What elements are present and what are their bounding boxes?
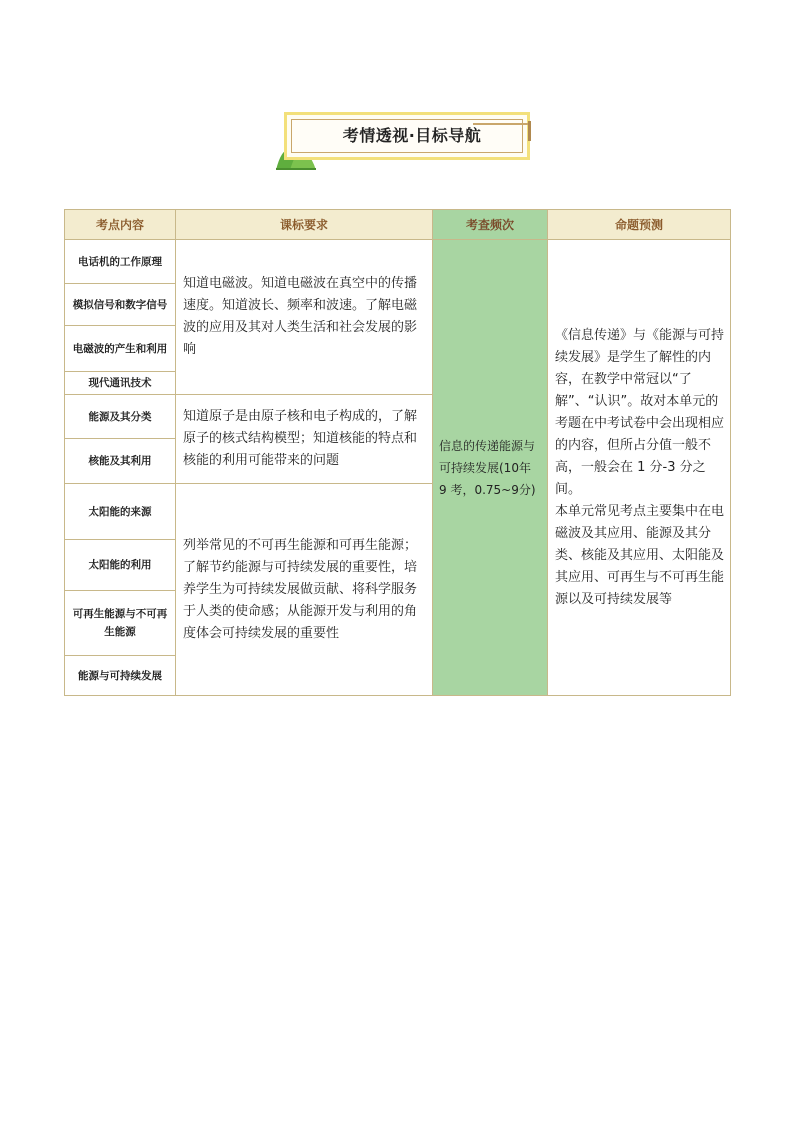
prediction-cell xyxy=(548,240,731,696)
header-frequency: 考查频次 xyxy=(433,210,548,240)
point-cell: 现代通讯技术 xyxy=(65,372,176,395)
exam-overview-table xyxy=(64,209,731,696)
header-requirements: 课标要求 xyxy=(176,210,433,240)
requirement-cell: 知道电磁波。知道电磁波在真空中的传播速度。知道波长、频率和波速。了解电磁波的应用及其对人类生活和社会发展的影响 xyxy=(176,240,433,395)
frequency-cell: 信息的传递能源与可持续发展(10年 9 考，0.75~9分) xyxy=(433,240,548,696)
point-cell: 电磁波的产生和利用 xyxy=(65,326,176,372)
prediction-paragraph-2: 本单元常见考点主要集中在电磁波及其应用、能源及其分类、核能及其应用、太阳能及其应用、可再生与不可再生能源以及可持续发展等 xyxy=(555,503,725,607)
header-prediction: 命题预测 xyxy=(548,210,731,240)
point-cell: 模拟信号和数字信号 xyxy=(65,284,176,326)
header-points: 考点内容 xyxy=(65,210,176,240)
point-cell: 可再生能源与不可再生能源 xyxy=(65,591,176,656)
section-title-banner xyxy=(276,112,534,170)
prediction-paragraph-1: 《信息传递》与《能源与可持续发展》是学生了解性的内容，在教学中常冠以“了解”、“认识”。故对本单元的考题在中考试卷中会出现相应的内容，但所占分值一般不高，一般会在 1 分-3 分之间。 xyxy=(555,327,725,497)
requirement-cell: 知道原子是由原子核和电子构成的，了解原子的核式结构模型；知道核能的特点和核能的利用可能带来的问题 xyxy=(176,395,433,484)
point-cell: 太阳能的利用 xyxy=(65,540,176,591)
page-title: 考情透视·目标导航 xyxy=(342,126,482,145)
point-cell: 太阳能的来源 xyxy=(65,484,176,540)
requirement-cell: 列举常见的不可再生能源和可再生能源；了解节约能源与可持续发展的重要性，培养学生为可持续发展做贡献、将科学服务于人类的使命感；从能源开发与利用的角度体会可持续发展的重要性 xyxy=(176,484,433,696)
point-cell: 能源与可持续发展 xyxy=(65,656,176,696)
point-cell: 电话机的工作原理 xyxy=(65,240,176,284)
point-cell: 核能及其利用 xyxy=(65,439,176,484)
point-cell: 能源及其分类 xyxy=(65,395,176,439)
